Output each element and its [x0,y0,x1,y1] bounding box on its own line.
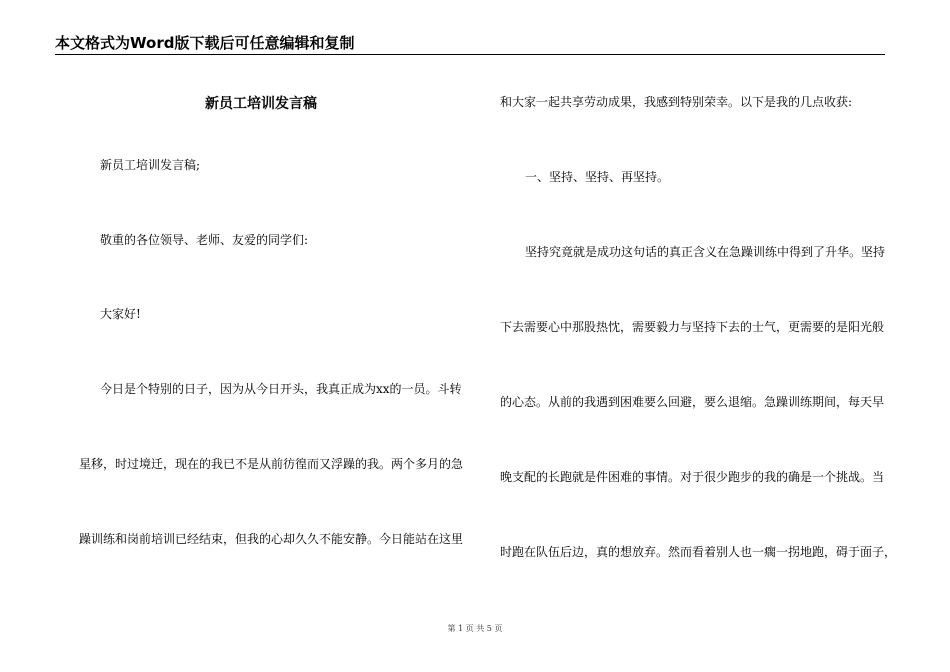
paragraph-line: 躁训练和岗前培训已经结束，但我的心却久久不能安静。今日能站在这里 [79,532,464,546]
page-indicator: 第 1 页 共 5 页 [447,624,503,633]
greeting-heading: 新员工培训发言稿; [100,158,201,172]
paragraph-line: 时跑在队伍后边，真的想放弃。然而看着别人也一瘸一拐地跑，碍于面子， [500,545,897,559]
document-title: 新员工培训发言稿 [205,96,317,112]
salutation: 敬重的各位领导、老师、友爱的同学们: [100,233,309,247]
paragraph-line: 的心态。从前的我遇到困难要么回避，要么退缩。急躁训练期间，每天早 [500,395,885,409]
hello-line: 大家好! [100,307,141,321]
paragraph-line: 星移，时过境迁，现在的我已不是从前彷徨而又浮躁的我。两个多月的急 [79,457,464,471]
paragraph-line: 今日是个特别的日子，因为从今日开头，我真正成为xx的一员。斗转 [100,382,462,396]
banner-divider [55,54,885,55]
paragraph-line: 和大家一起共享劳动成果，我感到特别荣幸。以下是我的几点收获: [500,95,853,109]
paragraph-line: 下去需要心中那股热忱，需要毅力与坚持下去的士气，更需要的是阳光般 [500,320,885,334]
download-banner-text: 本文格式为Word版下载后可任意编辑和复制 [55,34,355,52]
section-heading: 一、坚持、坚持、再坚持。 [525,170,670,184]
paragraph-line: 坚持究竟就是成功这句话的真正含义在急躁训练中得到了升华。坚持 [525,245,886,259]
paragraph-line: 晚支配的长跑就是件困难的事情。对于很少跑步的我的确是一个挑战。当 [500,470,885,484]
